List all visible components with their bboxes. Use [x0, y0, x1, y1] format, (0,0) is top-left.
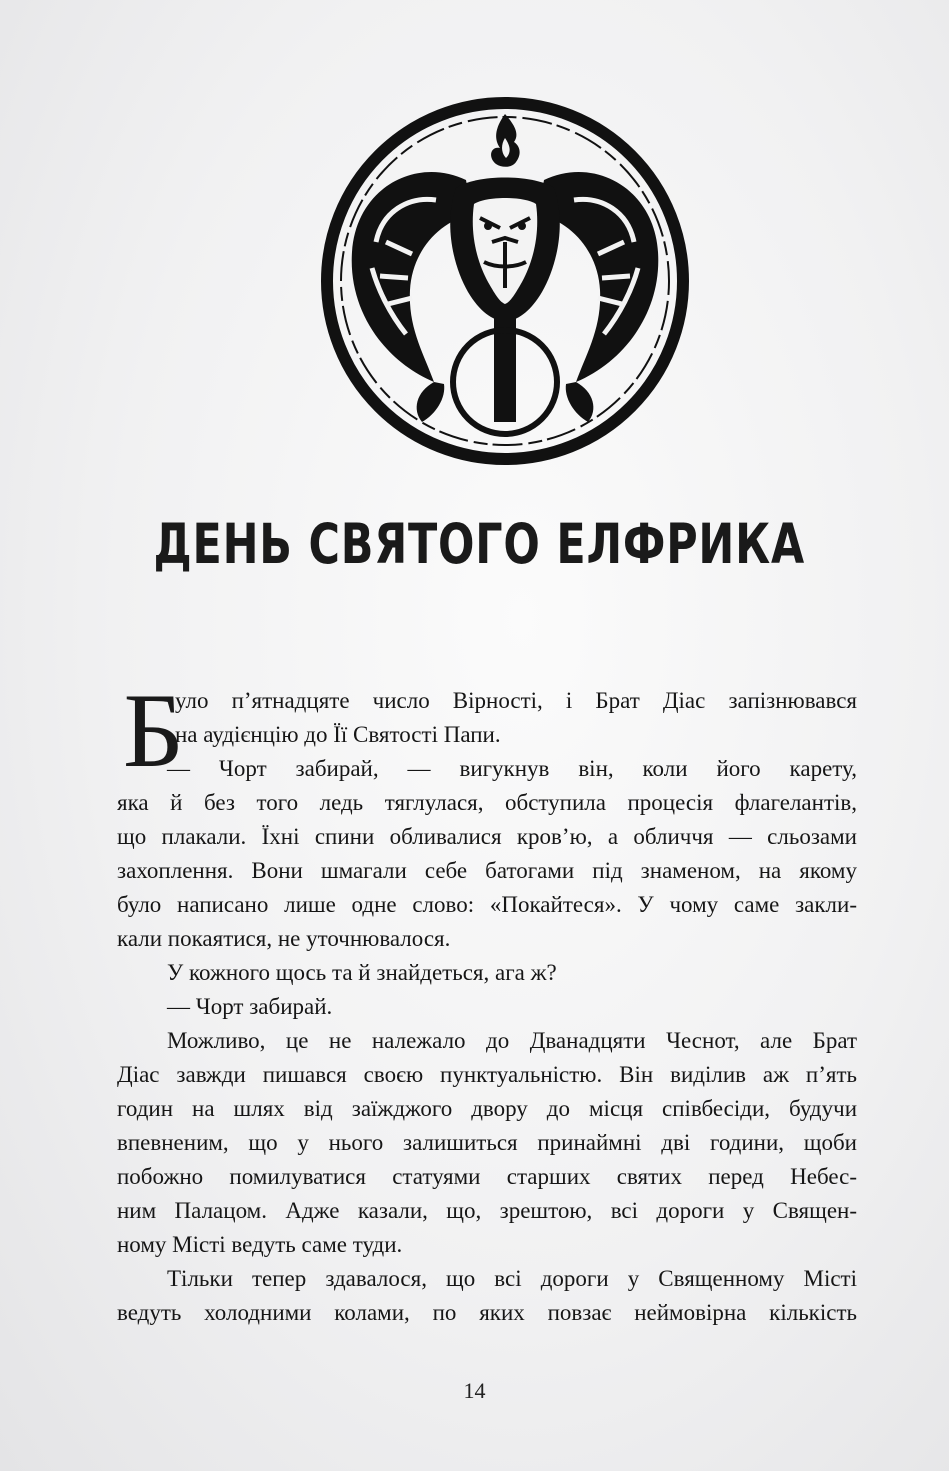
- text-line: Діас завжди пишався своєю пунктуальністю. Він виділив аж п’ять: [117, 1062, 857, 1087]
- text-line: яка й без того ледь тяглулася, обступила процесія флагелантів,: [117, 790, 857, 815]
- text-line: захоплення. Вони шмагали себе батогами під знаменом, на якому: [117, 858, 857, 883]
- text-line: уло п’ятнадцяте число Вірності, і Брат Діас запізнювався: [175, 688, 857, 713]
- text-line: Можливо, це не належало до Дванадцяти Чеснот, але Брат: [167, 1028, 857, 1053]
- text-line: — Чорт забирай.: [167, 994, 333, 1019]
- text-line: — Чорт забирай, — вигукнув він, коли його карету,: [167, 756, 857, 781]
- text-line: ведуть холодними колами, по яких повзає неймовірна кількість: [117, 1300, 857, 1325]
- text-line: кали покаятися, не уточнювалося.: [117, 926, 451, 951]
- text-line: ному Місті ведуть саме туди.: [117, 1232, 403, 1257]
- text-line: ним Палацом. Адже казали, що, зрештою, всі дороги у Священ-: [117, 1198, 857, 1223]
- text-line: впевненим, що у нього залишиться принаймні дві години, щоби: [117, 1130, 857, 1155]
- chapter-title: ДЕНЬ СВЯТОГО ЕЛФРИКА: [153, 512, 805, 576]
- body-text: [117, 672, 857, 1330]
- text-line: годин на шлях від заїжджого двору до місця співбесіди, будучи: [117, 1096, 857, 1121]
- drop-cap: Б: [123, 672, 184, 789]
- text-line: Тільки тепер здавалося, що всі дороги у Священному Місті: [167, 1266, 857, 1291]
- text-line: було написано лише одне слово: «Покайтеся». У чому саме закли-: [117, 892, 857, 917]
- ram-head-seal-icon: [316, 92, 694, 470]
- text-line: побожно помилуватися статуями старших святих перед Небес-: [117, 1164, 857, 1189]
- text-line: на аудієнцію до Її Святості Папи.: [175, 722, 501, 747]
- text-line: У кожного щось та й знайдеться, ага ж?: [167, 960, 557, 985]
- text-line: що плакали. Їхні спини обливалися кров’ю, а обличчя — сльозами: [117, 824, 857, 849]
- page-number: 14: [463, 1378, 486, 1403]
